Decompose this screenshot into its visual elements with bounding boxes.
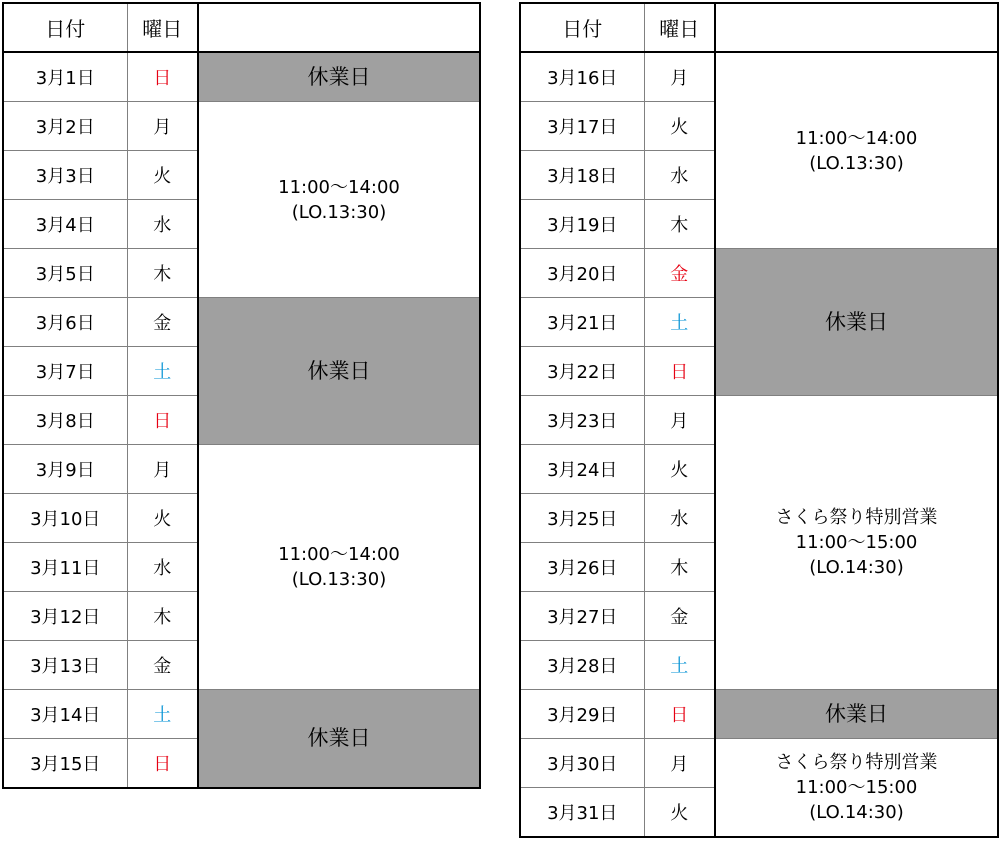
- weekday-cell: 月: [644, 739, 715, 788]
- special-hours-cell: [715, 739, 998, 838]
- hours-line: 11:00～14:00: [278, 544, 400, 565]
- closed-cell: 休業日: [198, 298, 480, 445]
- closed-cell: 休業日: [715, 249, 998, 396]
- weekday-cell: 火: [644, 102, 715, 151]
- weekday-cell: 金: [644, 249, 715, 298]
- closed-cell: 休業日: [198, 52, 480, 102]
- weekday-cell: 火: [127, 151, 198, 200]
- date-cell: 3月4日: [3, 200, 127, 249]
- date-cell: 3月8日: [3, 396, 127, 445]
- weekday-cell: 水: [644, 494, 715, 543]
- header-date: 日付: [520, 3, 644, 52]
- weekday-cell: 日: [127, 396, 198, 445]
- date-cell: 3月25日: [520, 494, 644, 543]
- weekday-cell: 土: [644, 641, 715, 690]
- hours-cell: [715, 52, 998, 249]
- header-date: 日付: [3, 3, 127, 52]
- last-order-line: (LO.13:30): [809, 152, 904, 174]
- header-weekday: 曜日: [127, 3, 198, 52]
- date-cell: 3月28日: [520, 641, 644, 690]
- event-title: さくら祭り特別営業: [775, 507, 938, 528]
- date-cell: 3月7日: [3, 347, 127, 396]
- hours-line: 11:00～14:00: [278, 176, 400, 198]
- date-cell: 3月18日: [520, 151, 644, 200]
- weekday-cell: 水: [127, 200, 198, 249]
- date-cell: 3月20日: [520, 249, 644, 298]
- weekday-cell: 木: [644, 543, 715, 592]
- closed-cell: 休業日: [715, 690, 998, 739]
- weekday-cell: 水: [127, 543, 198, 592]
- last-order-line: (LO.13:30): [291, 201, 387, 223]
- hours-line: 11:00～15:00: [795, 777, 918, 798]
- hours-cell: [198, 102, 480, 298]
- weekday-cell: 火: [127, 494, 198, 543]
- date-cell: 3月11日: [3, 543, 127, 592]
- table-row: [3, 445, 480, 494]
- event-title: さくら祭り特別営業: [775, 752, 938, 773]
- weekday-cell: 火: [644, 788, 715, 838]
- weekday-cell: 土: [644, 298, 715, 347]
- date-cell: 3月1日: [3, 52, 127, 102]
- weekday-cell: 金: [127, 298, 198, 347]
- last-order-line: (LO.14:30): [809, 557, 904, 578]
- date-cell: 3月21日: [520, 298, 644, 347]
- date-cell: 3月17日: [520, 102, 644, 151]
- header-note: [715, 3, 998, 52]
- table-row: [3, 298, 480, 347]
- last-order-line: (LO.13:30): [291, 569, 387, 590]
- weekday-cell: 日: [127, 52, 198, 102]
- weekday-cell: 月: [127, 445, 198, 494]
- hours-line: 11:00～15:00: [795, 532, 918, 553]
- date-cell: 3月31日: [520, 788, 644, 838]
- hours-cell: [198, 445, 480, 690]
- date-cell: 3月22日: [520, 347, 644, 396]
- weekday-cell: 金: [127, 641, 198, 690]
- header-weekday: 曜日: [644, 3, 715, 52]
- date-cell: 3月14日: [3, 690, 127, 739]
- date-cell: 3月9日: [3, 445, 127, 494]
- weekday-cell: 日: [644, 690, 715, 739]
- date-cell: 3月19日: [520, 200, 644, 249]
- table-row: [3, 52, 480, 102]
- date-cell: 3月13日: [3, 641, 127, 690]
- date-cell: 3月16日: [520, 52, 644, 102]
- date-cell: 3月6日: [3, 298, 127, 347]
- date-cell: 3月5日: [3, 249, 127, 298]
- weekday-cell: 日: [644, 347, 715, 396]
- table-row: [3, 102, 480, 151]
- weekday-cell: 木: [644, 200, 715, 249]
- weekday-cell: 金: [644, 592, 715, 641]
- date-cell: 3月15日: [3, 739, 127, 789]
- weekday-cell: 月: [644, 52, 715, 102]
- weekday-cell: 木: [127, 592, 198, 641]
- weekday-cell: 月: [644, 396, 715, 445]
- weekday-cell: 火: [644, 445, 715, 494]
- schedule-table-right: [519, 2, 999, 838]
- date-cell: 3月24日: [520, 445, 644, 494]
- special-hours-cell: [715, 396, 998, 690]
- weekday-cell: 水: [644, 151, 715, 200]
- table-row: [520, 396, 998, 445]
- date-cell: 3月2日: [3, 102, 127, 151]
- date-cell: 3月12日: [3, 592, 127, 641]
- table-row: [520, 52, 998, 102]
- schedule-table-left: [2, 2, 481, 789]
- date-cell: 3月26日: [520, 543, 644, 592]
- header-row: [3, 3, 480, 52]
- table-row: [520, 739, 998, 788]
- hours-line: 11:00～14:00: [795, 127, 918, 149]
- table-row: [520, 249, 998, 298]
- table-row: [3, 690, 480, 739]
- weekday-cell: 日: [127, 739, 198, 789]
- closed-cell: 休業日: [198, 690, 480, 789]
- header-note: [198, 3, 480, 52]
- weekday-cell: 土: [127, 347, 198, 396]
- weekday-cell: 木: [127, 249, 198, 298]
- date-cell: 3月30日: [520, 739, 644, 788]
- table-row: [520, 690, 998, 739]
- date-cell: 3月29日: [520, 690, 644, 739]
- date-cell: 3月23日: [520, 396, 644, 445]
- weekday-cell: 月: [127, 102, 198, 151]
- last-order-line: (LO.14:30): [809, 802, 904, 823]
- header-row: [520, 3, 998, 52]
- date-cell: 3月27日: [520, 592, 644, 641]
- date-cell: 3月10日: [3, 494, 127, 543]
- weekday-cell: 土: [127, 690, 198, 739]
- date-cell: 3月3日: [3, 151, 127, 200]
